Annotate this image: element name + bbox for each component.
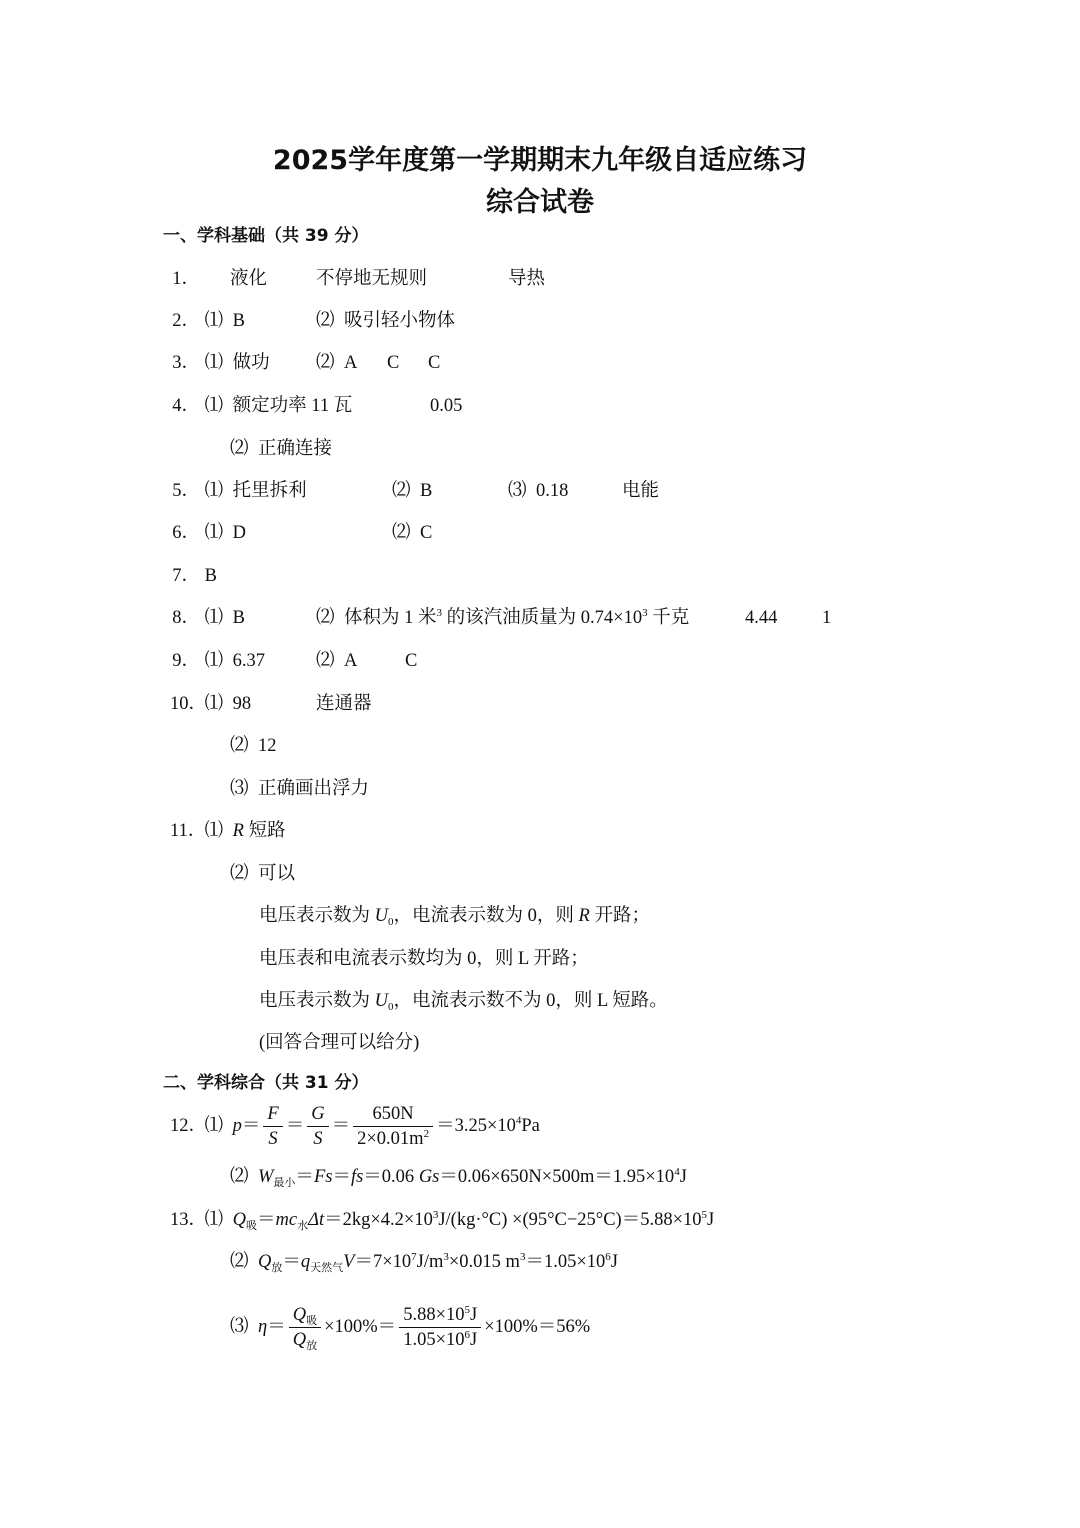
answer-text: 12	[258, 736, 277, 756]
answer-text: ＝7×10	[354, 1252, 412, 1272]
answer-text: J	[679, 1167, 687, 1187]
answer-row-q7	[170, 564, 217, 588]
answer-text: ，电流表示数为 0，则	[393, 906, 579, 926]
part-number: ⑴	[204, 1115, 224, 1136]
variable: R	[578, 906, 590, 926]
part-number: ⑵	[316, 608, 335, 628]
exponent: 5	[464, 1303, 470, 1316]
section-heading-2: 二、学科综合（共 31 分）	[163, 1073, 369, 1093]
answer-part	[230, 1250, 618, 1274]
answer-text: 正确画出浮力	[258, 779, 370, 799]
denominator: S	[313, 1129, 323, 1149]
variable: Q	[232, 1210, 246, 1230]
part-number: ⑴	[204, 821, 224, 841]
exponent: 5	[701, 1208, 707, 1221]
answer-text: 液化	[230, 269, 268, 289]
variable: Q	[292, 1305, 307, 1325]
exponent: 7	[411, 1250, 417, 1263]
denominator-text: J	[470, 1330, 478, 1350]
question-number: 13．	[170, 1210, 208, 1230]
answer-text: 做功	[232, 353, 270, 373]
answer-text: 连通器	[316, 694, 372, 714]
fraction	[353, 1102, 433, 1151]
question-number: 6．	[172, 523, 200, 543]
fraction	[307, 1102, 328, 1151]
variable: Δt	[308, 1210, 325, 1230]
answer-text: J	[707, 1210, 715, 1230]
equals-sign: ＝	[267, 1316, 286, 1337]
subscript: 放	[306, 1340, 318, 1352]
answer-text: C	[428, 353, 441, 373]
part-number: ⑵	[230, 1167, 249, 1187]
part-number: ⑵	[316, 311, 335, 331]
answer-text: ＝2kg×4.2×10	[324, 1210, 433, 1230]
variable: U	[374, 906, 389, 926]
answer-text: ＝	[295, 1167, 314, 1187]
part-number: ⑴	[204, 651, 224, 671]
denominator	[353, 1127, 433, 1151]
document-subtitle: 综合试卷	[486, 187, 594, 218]
equals-sign: ＝	[257, 1210, 276, 1230]
answer-row-q11	[170, 819, 286, 843]
variable: Q	[292, 1330, 307, 1350]
answer-text: 1	[822, 608, 832, 628]
answer-row-q3	[170, 351, 270, 375]
part-number: ⑵	[316, 353, 335, 373]
exponent: 3	[436, 606, 443, 619]
answer-row-q1	[170, 267, 200, 291]
answer-row-q4	[170, 394, 352, 418]
numerator: 650N	[353, 1102, 433, 1127]
answer-text: 托里拆利	[232, 481, 307, 501]
part-number: ⑴	[204, 353, 224, 373]
part-number: ⑴	[204, 694, 224, 714]
exponent: 4	[674, 1165, 680, 1178]
part-number: ⑶	[508, 481, 527, 501]
question-number: 7．	[172, 566, 200, 586]
question-number: 10．	[170, 694, 208, 714]
variable: Fs	[313, 1167, 333, 1187]
answer-text: 吸引轻小物体	[344, 311, 456, 331]
answer-row-q6	[170, 521, 246, 545]
subscript: 放	[271, 1262, 283, 1274]
variable: p	[232, 1115, 242, 1136]
answer-text: 正确连接	[258, 439, 333, 459]
subscript: 水	[297, 1220, 309, 1232]
exponent: 4	[515, 1114, 522, 1127]
answer-text: C	[387, 353, 400, 373]
exponent: 6	[605, 1250, 611, 1263]
answer-row-q8	[170, 606, 245, 630]
answer-text: ×0.015 m	[448, 1252, 520, 1272]
answer-text: ＝1.05×10	[525, 1252, 606, 1272]
fraction	[289, 1303, 321, 1352]
question-number: 12．	[170, 1115, 208, 1136]
variable: mc	[275, 1210, 298, 1230]
equals-sign: ＝	[241, 1115, 261, 1136]
answer-text: 的该汽油质量为 0.74×10	[442, 608, 643, 628]
answer-part	[316, 606, 689, 630]
numerator-text: J	[470, 1305, 478, 1325]
answer-text: B	[204, 566, 217, 586]
numerator: F	[263, 1102, 282, 1127]
part-number: ⑶	[230, 779, 249, 799]
numerator	[399, 1303, 481, 1328]
equals-sign: ＝	[331, 1115, 351, 1136]
exponent: 6	[464, 1328, 470, 1341]
subscript: 0	[388, 916, 394, 928]
section-heading-1: 一、学科基础（共 39 分）	[163, 226, 369, 246]
answer-part	[392, 521, 432, 545]
answer-line	[259, 989, 668, 1013]
answer-text: J/(kg·°C) ×(95°C−25°C)＝5.88×10	[438, 1210, 702, 1230]
part-number: ⑵	[230, 439, 249, 459]
subscript: 0	[388, 1001, 394, 1013]
part-number: ⑵	[230, 864, 249, 884]
answer-part	[230, 734, 277, 758]
answer-part	[508, 479, 568, 503]
answer-row-q9	[170, 649, 265, 673]
answer-row-q5	[170, 479, 307, 503]
variable: R	[232, 821, 244, 841]
answer-text: 不停地无规则	[316, 269, 428, 289]
variable: Q	[258, 1252, 272, 1272]
fraction	[263, 1102, 282, 1151]
part-number: ⑴	[204, 1210, 224, 1230]
part-number: ⑵	[392, 523, 411, 543]
denominator-text: 2×0.01m	[357, 1129, 424, 1149]
answer-text: J	[610, 1252, 618, 1272]
part-number: ⑵	[230, 1252, 249, 1272]
denominator-text: 1.05×10	[403, 1330, 465, 1350]
exponent: 3	[443, 1250, 449, 1263]
answer-text: 0.05	[430, 396, 463, 416]
answer-text: 千克	[647, 608, 690, 628]
subscript: 天然气	[310, 1262, 344, 1274]
subscript: 吸	[306, 1315, 318, 1327]
answer-text: A	[344, 651, 358, 671]
answer-part	[392, 479, 432, 503]
numerator: G	[307, 1102, 328, 1127]
answer-part	[230, 1165, 687, 1189]
answer-text: B	[420, 481, 433, 501]
question-number: 1．	[172, 269, 200, 289]
part-number: ⑴	[204, 396, 224, 416]
answer-line	[259, 904, 650, 928]
part-number: ⑵	[230, 736, 249, 756]
answer-row-q10	[170, 692, 251, 716]
variable: q	[300, 1252, 311, 1272]
part-number: ⑴	[204, 481, 224, 501]
exponent: 3	[519, 1250, 526, 1263]
answer-text: ＝3.25×10	[436, 1115, 516, 1136]
answer-row-q12	[170, 1102, 540, 1151]
answer-text: A	[344, 353, 358, 373]
answer-text: ，电流表示数不为 0，则 L 短路。	[393, 991, 668, 1011]
answer-text: 98	[232, 694, 252, 714]
answer-text: 6.37	[232, 651, 265, 671]
part-number: ⑴	[204, 311, 224, 331]
answer-text: 0.18	[536, 481, 569, 501]
answer-text: Pa	[521, 1115, 540, 1136]
answer-line: 电压表和电流表示数均为 0，则 L 开路；	[259, 949, 589, 969]
answer-text: ＝	[332, 1167, 351, 1187]
answer-text: B	[232, 608, 245, 628]
answer-part	[230, 1303, 590, 1352]
question-number: 2．	[172, 311, 200, 331]
numerator	[289, 1303, 321, 1328]
question-number: 8．	[172, 608, 200, 628]
variable: η	[258, 1316, 268, 1337]
answer-text: D	[232, 523, 246, 543]
answer-text: ＝0.06	[363, 1167, 419, 1187]
answer-row-q2	[170, 309, 245, 333]
answer-text: 额定功率 11 瓦	[232, 396, 353, 416]
answer-text: J/m	[416, 1252, 444, 1272]
answer-part	[230, 862, 295, 886]
subscript: 吸	[246, 1220, 257, 1232]
numerator-text: 5.88×10	[403, 1305, 465, 1325]
answer-text: 电压表示数为	[259, 906, 375, 926]
denominator	[399, 1328, 481, 1352]
answer-text: 可以	[258, 864, 296, 884]
document-title: 2025学年度第一学期期末九年级自适应练习	[272, 145, 808, 176]
subscript: 最小	[273, 1177, 296, 1189]
answer-part	[230, 437, 332, 461]
question-number: 4．	[172, 396, 200, 416]
answer-text: B	[232, 311, 245, 331]
part-number: ⑶	[230, 1316, 249, 1337]
variable: U	[374, 991, 389, 1011]
answer-text: C	[405, 651, 418, 671]
answer-text: ＝0.06×650N×500m＝1.95×10	[439, 1167, 675, 1187]
answer-part	[316, 649, 357, 673]
part-number: ⑴	[204, 523, 224, 543]
answer-text: 导热	[508, 269, 546, 289]
answer-text: 电能	[622, 481, 660, 501]
equals-sign: ＝	[285, 1115, 305, 1136]
question-number: 9．	[172, 651, 200, 671]
part-number: ⑵	[392, 481, 411, 501]
answer-text: 电压表示数为	[259, 991, 375, 1011]
answer-text: 开路；	[589, 906, 650, 926]
answer-text: C	[420, 523, 433, 543]
part-number: ⑴	[204, 608, 224, 628]
answer-part	[316, 309, 455, 333]
exponent: 2	[423, 1127, 430, 1140]
denominator	[289, 1328, 321, 1352]
answer-part	[230, 777, 369, 801]
variable: Gs	[418, 1167, 440, 1187]
exponent: 3	[642, 606, 648, 619]
question-number: 5．	[172, 481, 200, 501]
answer-text: ×100%＝56%	[484, 1316, 591, 1337]
answer-row-q13	[170, 1208, 714, 1232]
variable: fs	[350, 1167, 364, 1187]
denominator: S	[268, 1129, 278, 1149]
fraction	[399, 1303, 481, 1352]
answer-text: ×100%＝	[324, 1316, 397, 1337]
variable: W	[258, 1167, 274, 1187]
question-number: 11．	[170, 821, 207, 841]
part-number: ⑵	[316, 651, 335, 671]
variable: V	[343, 1252, 355, 1272]
answer-part	[316, 351, 357, 375]
answer-note: (回答合理可以给分)	[259, 1033, 420, 1053]
answer-text: 4.44	[745, 608, 778, 628]
question-number: 3．	[172, 353, 200, 373]
answer-text: 短路	[243, 821, 286, 841]
exponent: 3	[432, 1208, 439, 1221]
equals-sign: ＝	[282, 1252, 301, 1272]
answer-text: 体积为 1 米	[344, 608, 437, 628]
